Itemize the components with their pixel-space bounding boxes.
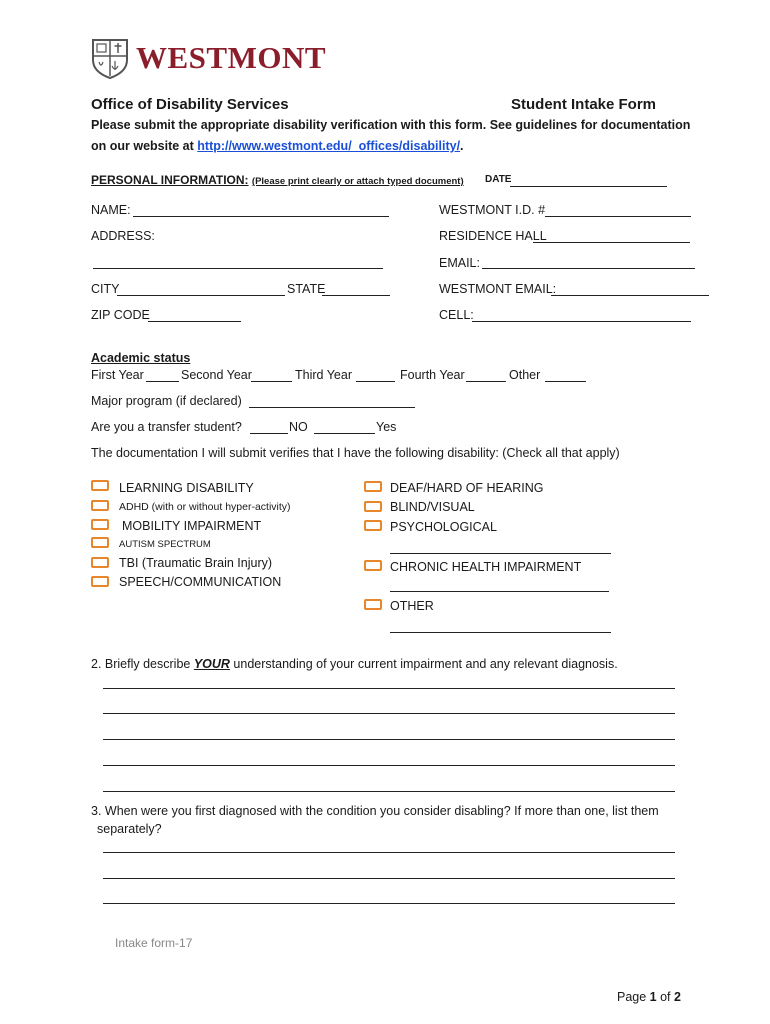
q3-answer-line[interactable] — [103, 903, 675, 904]
westmont-email-field[interactable] — [551, 295, 709, 296]
form-title: Student Intake Form — [511, 96, 657, 113]
email-label: EMAIL: — [439, 256, 480, 270]
year-field-first[interactable] — [146, 381, 179, 382]
name-field[interactable] — [133, 216, 389, 217]
city-label: CITY — [91, 282, 120, 296]
transfer-yes-label: Yes — [376, 420, 397, 434]
label-chronic: CHRONIC HEALTH IMPAIRMENT — [390, 560, 582, 574]
zip-field[interactable] — [148, 321, 241, 322]
id-field[interactable] — [545, 216, 691, 217]
zip-label: ZIP CODE — [91, 308, 150, 322]
q2-emphasis: YOUR — [193, 657, 230, 671]
label-tbi: TBI (Traumatic Brain Injury) — [119, 556, 273, 570]
city-field[interactable] — [117, 295, 285, 296]
id-label: WESTMONT I.D. # — [439, 203, 546, 217]
label-autism: AUTISM SPECTRUM — [119, 539, 211, 550]
residence-field[interactable] — [533, 242, 690, 243]
personal-heading-note: (Please print clearly or attach typed document) — [251, 176, 464, 187]
year-field-other[interactable] — [545, 381, 586, 382]
page-indicator — [617, 990, 681, 1004]
label-mobility: MOBILITY IMPAIRMENT — [122, 519, 262, 533]
name-label: NAME: — [91, 203, 131, 217]
q2-answer-line[interactable] — [103, 713, 675, 714]
instructions-suffix: . — [460, 139, 464, 153]
academic-status-heading: Academic status — [91, 351, 191, 365]
q2-answer-line[interactable] — [103, 739, 675, 740]
question-3-line-2: separately? — [97, 822, 162, 836]
instructions-line-1: Please submit the appropriate disability verification with this form. See guidelines for documentation — [91, 118, 691, 132]
transfer-yes-field[interactable] — [314, 433, 375, 434]
transfer-no-field[interactable] — [250, 433, 288, 434]
label-speech: SPEECH/COMMUNICATION — [119, 575, 282, 589]
checkbox-learning-disability[interactable] — [91, 480, 109, 491]
year-field-fourth[interactable] — [466, 381, 506, 382]
label-psychological: PSYCHOLOGICAL — [390, 520, 497, 534]
address-label: ADDRESS: — [91, 229, 155, 243]
state-label: STATE — [287, 282, 326, 296]
checkbox-other[interactable] — [364, 599, 382, 610]
transfer-no-label: NO — [289, 420, 308, 434]
shield-crest-icon — [90, 36, 130, 80]
q2-answer-line[interactable] — [103, 765, 675, 766]
q3-answer-line[interactable] — [103, 878, 675, 879]
checkbox-mobility[interactable] — [91, 519, 109, 530]
q2-answer-line[interactable] — [103, 688, 675, 689]
q2-answer-line[interactable] — [103, 791, 675, 792]
cell-field[interactable] — [472, 321, 691, 322]
checkbox-blind[interactable] — [364, 501, 382, 512]
westmont-email-label: WESTMONT EMAIL: — [439, 282, 557, 296]
label-adhd: ADHD (with or without hyper-activity) — [119, 501, 291, 513]
checkbox-tbi[interactable] — [91, 557, 109, 568]
address-field[interactable] — [93, 268, 383, 269]
checkbox-chronic[interactable] — [364, 560, 382, 571]
checkbox-autism[interactable] — [91, 537, 109, 548]
page-total: 2 — [674, 990, 681, 1004]
disability-office-link[interactable]: http://www.westmont.edu/_offices/disability/ — [197, 139, 461, 153]
page-number: 1 — [649, 990, 657, 1004]
page-of: of — [656, 990, 674, 1004]
question-2 — [91, 657, 618, 671]
cell-label: CELL: — [439, 308, 474, 322]
q2-suffix: understanding of your current impairment and any relevant diagnosis. — [229, 657, 618, 671]
year-label-third: Third Year — [295, 368, 352, 382]
question-3-line-1: 3. When were you first diagnosed with the condition you consider disabling? If more than one, list them — [91, 804, 659, 818]
label-other: OTHER — [390, 599, 434, 613]
state-field[interactable] — [322, 295, 390, 296]
documentation-statement: The documentation I will submit verifies that I have the following disability: (Check all that apply) — [91, 446, 620, 460]
label-deaf: DEAF/HARD OF HEARING — [390, 481, 544, 495]
checkbox-psychological[interactable] — [364, 520, 382, 531]
date-field[interactable] — [510, 186, 667, 187]
page-prefix: Page — [617, 990, 650, 1004]
psychological-field[interactable] — [390, 553, 611, 554]
form-id-footer: Intake form-17 — [115, 936, 193, 950]
major-field[interactable] — [249, 407, 415, 408]
westmont-logo — [90, 35, 326, 80]
personal-heading-label: PERSONAL INFORMATION: — [91, 173, 249, 187]
checkbox-speech[interactable] — [91, 576, 109, 587]
q2-prefix: 2. Briefly describe — [91, 657, 194, 671]
instructions-prefix: on our website at — [91, 139, 194, 153]
email-field[interactable] — [482, 268, 695, 269]
transfer-label: Are you a transfer student? — [91, 420, 242, 434]
other-field[interactable] — [390, 632, 611, 633]
q3-answer-line[interactable] — [103, 852, 675, 853]
personal-info-heading — [91, 173, 464, 187]
year-field-third[interactable] — [356, 381, 395, 382]
year-label-second: Second Year — [181, 368, 252, 382]
label-blind: BLIND/VISUAL — [390, 500, 475, 514]
major-label: Major program (if declared) — [91, 394, 242, 408]
instructions-line-2 — [91, 139, 464, 153]
office-title: Office of Disability Services — [91, 96, 289, 113]
date-label: DATE — [485, 174, 512, 185]
residence-label: RESIDENCE HALL — [439, 229, 547, 243]
year-label-other: Other — [509, 368, 541, 382]
year-label-fourth: Fourth Year — [400, 368, 465, 382]
chronic-field[interactable] — [390, 591, 609, 592]
checkbox-adhd[interactable] — [91, 500, 109, 511]
checkbox-deaf[interactable] — [364, 481, 382, 492]
year-label-first: First Year — [91, 368, 144, 382]
label-learning-disability: LEARNING DISABILITY — [119, 481, 254, 495]
logo-wordmark: WESTMONT — [136, 39, 327, 75]
year-field-second[interactable] — [251, 381, 292, 382]
